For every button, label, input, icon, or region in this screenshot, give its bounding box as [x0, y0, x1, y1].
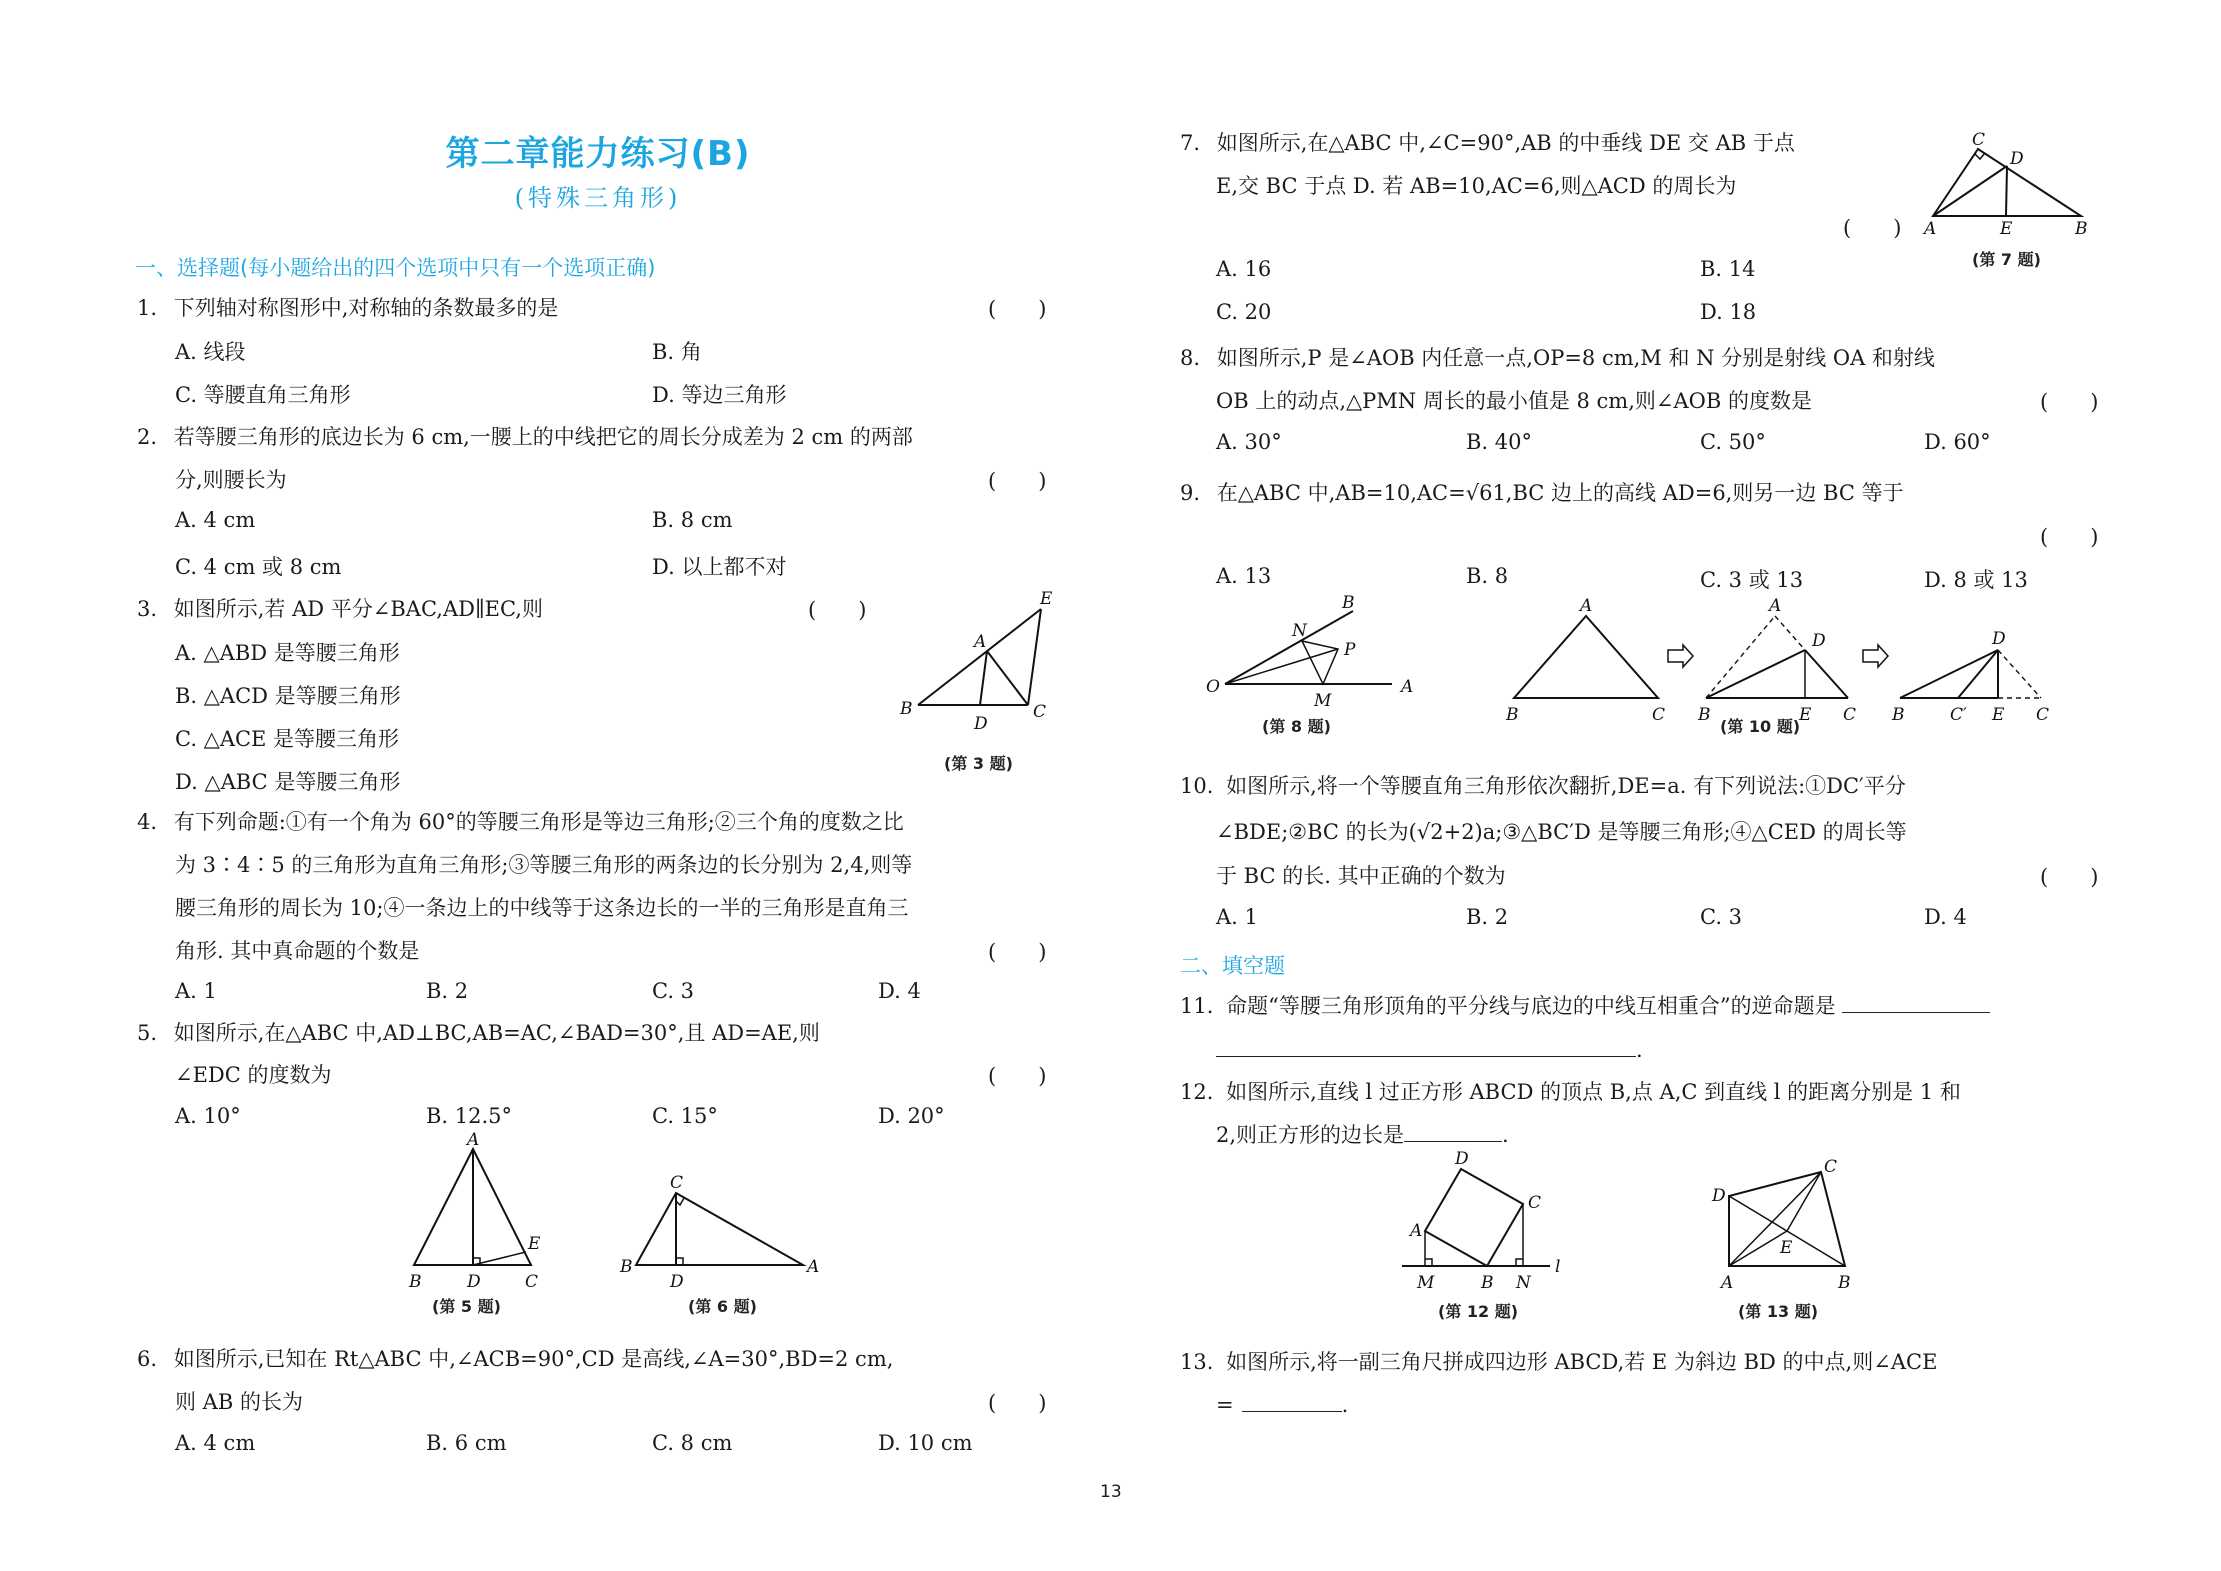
label-a: A [1721, 1273, 1734, 1293]
question-number: 1. [137, 296, 158, 320]
answer-blank[interactable] [1242, 1411, 1342, 1412]
question-text-continued: 则 AB 的长为 [175, 1390, 303, 1414]
answer-blank[interactable] [1404, 1141, 1502, 1142]
label-b: B [1838, 1273, 1851, 1293]
question-text: 如图所示,在△ABC 中,∠C=90°,AB 的中垂线 DE 交 AB 于点 [1216, 131, 1795, 155]
label-a: A [1924, 219, 1937, 239]
label-c: C [1652, 705, 1666, 725]
label-d: D [670, 1272, 684, 1292]
segment-ad [1933, 166, 2007, 216]
label-e: E [1780, 1238, 1793, 1258]
option-c: C. △ACE 是等腰三角形 [175, 727, 400, 751]
option-a: A. 13 [1216, 564, 1272, 588]
answer-blank[interactable] [1216, 1056, 1636, 1057]
option-a: A. 1 [1216, 905, 1258, 929]
question-7 [1180, 128, 1795, 158]
option-d: D. 60° [1924, 430, 1991, 454]
fold-line-dc [1998, 650, 2041, 698]
figure-caption-q5: (第 5 题) [432, 1297, 501, 1316]
label-p: P [1344, 640, 1356, 660]
segment-ac [987, 651, 1028, 705]
question-2 [137, 422, 913, 452]
right-angle-mark [1975, 153, 1985, 159]
label-b: B [2075, 219, 2088, 239]
option-a: A. 1 [175, 979, 217, 1003]
question-text: 如图所示,P 是∠AOB 内任意一点,OP=8 cm,M 和 N 分别是射线 OA 和射线 [1216, 346, 1935, 370]
figure-q7 [1922, 130, 2088, 239]
page-title: 第二章能力练习(B) [445, 134, 751, 174]
question-text: 命题“等腰三角形顶角的平分线与底边的中线互相重合”的逆命题是 [1226, 994, 1836, 1018]
question-number: 3. [137, 597, 158, 621]
segment-dc [1805, 650, 1848, 698]
right-angle-mark [1425, 1259, 1432, 1266]
section-heading-fill: 二、填空题 [1180, 954, 1285, 978]
option-b: B. 2 [1466, 905, 1509, 929]
question-5 [137, 1018, 820, 1048]
arrow-right-icon [1863, 645, 1888, 667]
label-c: C [1824, 1157, 1838, 1177]
question-text-continued: ∠BDE;②BC 的长为(√2+2)a;③△BC′D 是等腰三角形;④△CED 的周长等 [1216, 820, 1907, 844]
label-b: B [620, 1257, 633, 1277]
page-number: 13 [1100, 1482, 1122, 1502]
question-text-continued [1216, 1390, 1348, 1420]
figure-caption-q6: (第 6 题) [688, 1297, 757, 1316]
label-e: E [1992, 705, 2005, 725]
option-d: D. 10 cm [878, 1431, 973, 1455]
right-angle-mark [473, 1258, 480, 1265]
diagonal-ac [1729, 1172, 1821, 1266]
question-text: 如图所示,将一个等腰直角三角形依次翻折,DE=a. 有下列说法:①DC′平分 [1226, 774, 1906, 798]
label-c: C [670, 1173, 684, 1193]
question-text: 如图所示,已知在 Rt△ABC 中,∠ACB=90°,CD 是高线,∠A=30°,BD=2 cm, [173, 1347, 894, 1371]
segment-bd [1900, 650, 1998, 698]
answer-bracket[interactable]: ( ) [2040, 865, 2099, 889]
figure-q10 [1505, 596, 2049, 725]
label-d: D [1455, 1149, 1469, 1169]
option-c: C. 8 cm [652, 1431, 733, 1455]
figure-caption-q3: (第 3 题) [944, 754, 1013, 773]
triangle-abc [1933, 149, 2081, 216]
option-d: D. 18 [1700, 300, 1757, 324]
triangle-pmn [1302, 641, 1338, 684]
option-a: A. 10° [175, 1104, 241, 1128]
answer-bracket[interactable]: ( ) [2040, 390, 2099, 414]
label-c: C [1843, 705, 1857, 725]
option-b: B. 2 [426, 979, 469, 1003]
option-a: A. 4 cm [175, 1431, 256, 1455]
option-c: C. 15° [652, 1104, 718, 1128]
question-text: 有下列命题:①有一个角为 60°的等腰三角形是等边三角形;②三个角的度数之比 [173, 810, 904, 834]
segment-de [2006, 166, 2007, 216]
question-number: 12. [1180, 1080, 1214, 1104]
segment-ae [1729, 1231, 1787, 1266]
label-c-prime: C′ [1950, 705, 1967, 725]
question-text-continued [1216, 1120, 1509, 1150]
answer-bracket[interactable]: ( ) [2040, 525, 2099, 549]
page-subtitle: (特殊三角形) [514, 184, 682, 212]
question-text: 如图所示,在△ABC 中,AD⊥BC,AB=AC,∠BAD=30°,且 AD=AE,则 [173, 1021, 820, 1045]
label-e: E [528, 1234, 541, 1254]
segment-de [473, 1252, 526, 1265]
question-12 [1180, 1077, 1961, 1107]
question-number: 5. [137, 1021, 158, 1045]
answer-bracket[interactable]: ( ) [988, 1391, 1047, 1415]
diagonal-bd [1729, 1196, 1845, 1266]
question-13 [1180, 1347, 1937, 1377]
option-a: A. 4 cm [175, 508, 256, 532]
figure-caption-q12: (第 12 题) [1438, 1302, 1519, 1321]
segment-op [1225, 649, 1338, 684]
option-d: D. 等边三角形 [652, 383, 787, 407]
right-angle-mark-c [676, 1198, 684, 1205]
question-number: 13. [1180, 1350, 1214, 1374]
triangle-abc [1514, 616, 1658, 698]
question-3 [137, 594, 543, 624]
option-d: D. 4 [878, 979, 921, 1003]
option-b: B. 40° [1466, 430, 1533, 454]
period: . [1502, 1123, 1509, 1147]
option-c: C. 3 或 13 [1700, 568, 1804, 592]
option-c: C. 3 [652, 979, 695, 1003]
square-abcd [1425, 1169, 1523, 1266]
arrow-right-icon [1668, 645, 1693, 667]
segment-ec [1028, 609, 1041, 705]
option-a: A. △ABD 是等腰三角形 [175, 641, 400, 665]
answer-blank[interactable] [1842, 1012, 1990, 1013]
figure-caption-q7: (第 7 题) [1972, 250, 2041, 269]
option-d: D. △ABC 是等腰三角形 [175, 770, 401, 794]
option-c: C. 20 [1216, 300, 1272, 324]
question-text: = [1216, 1393, 1234, 1417]
triangle-abc [636, 1193, 803, 1265]
segment-bd [1706, 650, 1805, 698]
question-text: 在△ABC 中,AB=10,AC=√61,BC 边上的高线 AD=6,则另一边 BC 等于 [1216, 481, 1904, 505]
label-n: N [1516, 1273, 1531, 1293]
label-m: M [1314, 691, 1332, 711]
option-d: D. 20° [878, 1104, 945, 1128]
right-angle-mark [1516, 1259, 1523, 1266]
question-number: 8. [1180, 346, 1201, 370]
figure-q3 [899, 589, 1053, 734]
option-c: C. 3 [1700, 905, 1743, 929]
fold-line-ad [1775, 616, 1805, 650]
question-8 [1180, 343, 1935, 373]
question-text-continued: ∠EDC 的度数为 [175, 1063, 332, 1087]
label-a: A [974, 632, 987, 652]
label-o: O [1206, 677, 1220, 697]
label-d: D [1712, 1186, 1726, 1206]
question-text-continued: 角形. 其中真命题的个数是 [175, 939, 420, 963]
question-text-continued: 分,则腰长为 [175, 468, 287, 492]
question-text: 如图所示,若 AD 平分∠BAC,AD∥EC,则 [173, 597, 543, 621]
question-text-continued: 腰三角形的周长为 10;④一条边上的中线等于这条边长的一半的三角形是直角三 [175, 896, 909, 920]
label-a: A [467, 1130, 480, 1150]
figure-q5 [408, 1130, 541, 1292]
answer-bracket[interactable]: ( ) [808, 598, 867, 622]
question-number: 10. [1180, 774, 1214, 798]
label-a: A [807, 1257, 820, 1277]
question-number: 9. [1180, 481, 1201, 505]
segment-be [918, 609, 1041, 705]
label-b: B [900, 699, 913, 719]
option-c: C. 4 cm 或 8 cm [175, 555, 342, 579]
label-e: E [1040, 589, 1053, 609]
answer-bracket[interactable]: ( ) [988, 940, 1047, 964]
label-d: D [1812, 631, 1826, 651]
option-a: A. 16 [1216, 257, 1272, 281]
period: . [1341, 1393, 1349, 1417]
question-number: 2. [137, 425, 158, 449]
option-a: A. 30° [1216, 430, 1282, 454]
figure-caption-q13: (第 13 题) [1738, 1302, 1819, 1321]
question-text: 下列轴对称图形中,对称轴的条数最多的是 [173, 296, 559, 320]
label-m: M [1417, 1273, 1435, 1293]
segment-ad [980, 651, 987, 705]
question-number: 6. [137, 1347, 158, 1371]
question-6 [137, 1344, 893, 1374]
label-a: A [1401, 677, 1414, 697]
answer-bracket[interactable]: ( ) [988, 297, 1047, 321]
option-c: C. 等腰直角三角形 [175, 383, 351, 407]
period: . [1636, 1038, 1643, 1062]
option-b: B. 8 [1466, 564, 1509, 588]
label-d: D [467, 1272, 481, 1292]
label-b: B [1892, 705, 1905, 725]
label-l: l [1555, 1257, 1561, 1277]
figure-q13 [1711, 1157, 1851, 1293]
figure-q12 [1402, 1149, 1560, 1293]
label-b: B [1506, 705, 1519, 725]
answer-bracket[interactable]: ( ) [988, 1064, 1047, 1088]
option-b: B. 6 cm [426, 1431, 507, 1455]
option-b: B. 8 cm [652, 508, 733, 532]
label-c: C [1033, 702, 1047, 722]
question-text: 2,则正方形的边长是 [1216, 1123, 1405, 1147]
label-d: D [2010, 149, 2024, 169]
question-4 [137, 807, 904, 837]
label-a: A [1580, 596, 1593, 616]
quadrilateral-abcd [1729, 1172, 1845, 1266]
label-a: A [1769, 596, 1782, 616]
ray-ob [1225, 611, 1353, 684]
question-text-continued: E,交 BC 于点 D. 若 AB=10,AC=6,则△ACD 的周长为 [1216, 174, 1737, 198]
question-number: 7. [1180, 131, 1201, 155]
figure-caption-q8: (第 8 题) [1262, 717, 1331, 736]
option-c: C. 50° [1700, 430, 1766, 454]
figure-caption-q10: (第 10 题) [1720, 717, 1801, 736]
option-d: D. 以上都不对 [652, 555, 787, 579]
label-c: C [2036, 705, 2050, 725]
figure-q6 [619, 1173, 819, 1292]
option-b: B. △ACD 是等腰三角形 [175, 684, 401, 708]
right-angle-mark [676, 1258, 683, 1265]
label-c: C [1972, 130, 1986, 150]
option-a: A. 线段 [175, 340, 246, 364]
question-number: 11. [1180, 994, 1214, 1018]
answer-bracket[interactable]: ( ) [1843, 216, 1902, 240]
label-c: C [1528, 1193, 1542, 1213]
label-b: B [1481, 1273, 1494, 1293]
question-text: 如图所示,直线 l 过正方形 ABCD 的顶点 B,点 A,C 到直线 l 的距离分别是 1 和 [1226, 1080, 1961, 1104]
figure-q8 [1206, 593, 1413, 711]
option-d: D. 8 或 13 [1924, 568, 2028, 592]
triangle-abc [414, 1149, 531, 1265]
label-c: C [525, 1272, 539, 1292]
question-11 [1180, 991, 1990, 1021]
question-number: 4. [137, 810, 158, 834]
label-d: D [1992, 629, 2006, 649]
question-text: 若等腰三角形的底边长为 6 cm,一腰上的中线把它的周长分成差为 2 cm 的两部 [173, 425, 913, 449]
question-text-continued: 为 3∶4∶5 的三角形为直角三角形;③等腰三角形的两条边的长分别为 2,4,则等 [175, 853, 913, 877]
label-e: E [1799, 705, 1812, 725]
label-d: D [974, 714, 988, 734]
fold-line-ab [1706, 616, 1775, 698]
label-a: A [1410, 1221, 1423, 1241]
option-d: D. 4 [1924, 905, 1967, 929]
question-10 [1180, 771, 1906, 801]
question-text: 如图所示,将一副三角尺拼成四边形 ABCD,若 E 为斜边 BD 的中点,则∠ACE [1226, 1350, 1938, 1374]
option-b: B. 14 [1700, 257, 1756, 281]
segment-ce [1787, 1172, 1821, 1231]
question-9 [1180, 478, 1904, 508]
label-e: E [2000, 219, 2013, 239]
question-text-continued: 于 BC 的长. 其中正确的个数为 [1216, 864, 1506, 888]
label-b: B [409, 1272, 422, 1292]
question-text-continued: OB 上的动点,△PMN 周长的最小值是 8 cm,则∠AOB 的度数是 [1216, 389, 1812, 413]
section-heading-choice: 一、选择题(每小题给出的四个选项中只有一个选项正确) [135, 256, 656, 280]
option-b: B. 12.5° [426, 1104, 513, 1128]
answer-blank-continued [1216, 1035, 1643, 1065]
segment-c-prime-d [1958, 650, 1998, 698]
label-b: B [1698, 705, 1711, 725]
answer-bracket[interactable]: ( ) [988, 469, 1047, 493]
option-b: B. 角 [652, 340, 702, 364]
label-n: N [1292, 621, 1307, 641]
question-1 [137, 293, 558, 323]
label-b: B [1342, 593, 1355, 613]
